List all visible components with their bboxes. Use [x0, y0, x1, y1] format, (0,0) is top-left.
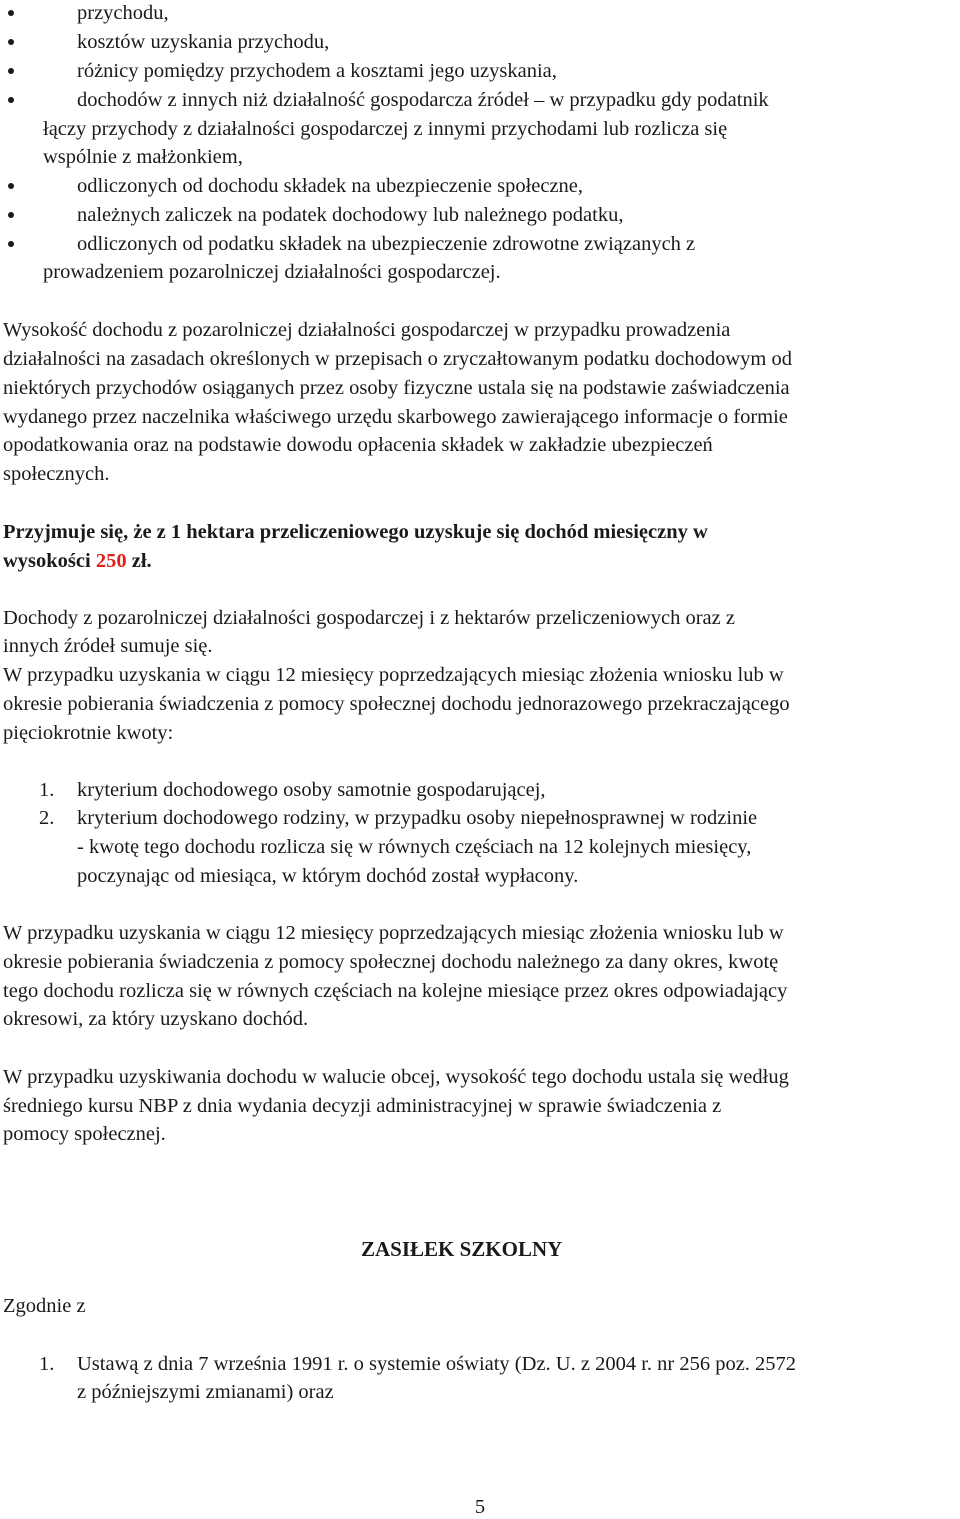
paragraph-line: pięciokrotnie kwoty: [3, 722, 174, 744]
bullet-item-continuation: prowadzeniem pozarolniczej działalności gospodarczej. [43, 261, 501, 283]
bullet-item: dochodów z innych niż działalność gospodarcza źródeł – w przypadku gdy podatnik [77, 89, 769, 111]
paragraph-line: W przypadku uzyskania w ciągu 12 miesięcy poprzedzających miesiąc złożenia wniosku lub w [3, 922, 784, 944]
paragraph-line: okresowi, za który uzyskano dochód. [3, 1008, 309, 1030]
paragraph-line: opodatkowania oraz na podstawie dowodu opłacenia składek w zakładzie ubezpieczeń [3, 434, 713, 456]
bold-prefix: wysokości [3, 550, 96, 572]
section-heading: ZASIŁEK SZKOLNY [361, 1237, 563, 1261]
bold-statement-line2 [3, 549, 152, 573]
bullet-item: odliczonych od dochodu składek na ubezpieczenie społeczne, [77, 175, 584, 197]
bullet-dot [8, 241, 14, 247]
list-continuation: - kwotę tego dochodu rozlicza się w równych częściach na 12 kolejnych miesięcy, [77, 836, 752, 858]
paragraph-line: średniego kursu NBP z dnia wydania decyzji administracyjnej w sprawie świadczenia z [3, 1095, 722, 1117]
paragraph-line: społecznych. [3, 463, 110, 485]
paragraph-line: Wysokość dochodu z pozarolniczej działalności gospodarczej w przypadku prowadzenia [3, 319, 731, 341]
paragraph-line: W przypadku uzyskiwania dochodu w walucie obcej, wysokość tego dochodu ustala się według [3, 1066, 789, 1088]
bullet-item: należnych zaliczek na podatek dochodowy lub należnego podatku, [77, 204, 624, 226]
bullet-dot [8, 97, 14, 103]
list-number: 2. [39, 807, 55, 829]
bullet-item: kosztów uzyskania przychodu, [77, 31, 330, 53]
list-continuation: poczynając od miesiąca, w którym dochód został wypłacony. [77, 865, 579, 887]
paragraph-line: tego dochodu rozlicza się w równych częściach na kolejne miesiące przez okres odpowiadający [3, 980, 788, 1002]
bullet-item: różnicy pomiędzy przychodem a kosztami jego uzyskania, [77, 60, 557, 82]
paragraph-line: pomocy społecznej. [3, 1123, 166, 1145]
paragraph-line: W przypadku uzyskania w ciągu 12 miesięcy poprzedzających miesiąc złożenia wniosku lub w [3, 664, 784, 686]
paragraph-line: innych źródeł sumuje się. [3, 635, 213, 657]
bullet-dot [8, 68, 14, 74]
bullet-dot [8, 212, 14, 218]
bullet-dot [8, 183, 14, 189]
amount-value: 250 [95, 550, 127, 572]
bold-suffix: zł. [126, 550, 152, 572]
page-number: 5 [474, 1496, 486, 1518]
zgodnie-label: Zgodnie z [3, 1295, 86, 1317]
bullet-dot [8, 39, 14, 45]
bold-statement: Przyjmuje się, że z 1 hektara przeliczeniowego uzyskuje się dochód miesięczny w [3, 521, 708, 543]
law-list-item-continuation: z późniejszymi zmianami) oraz [77, 1381, 334, 1403]
paragraph-line: działalności na zasadach określonych w przepisach o zryczałtowanym podatku dochodowym od [3, 348, 792, 370]
list-number: 1. [39, 1353, 55, 1375]
law-list-item: Ustawą z dnia 7 września 1991 r. o systemie oświaty (Dz. U. z 2004 r. nr 256 poz. 2572 [77, 1353, 797, 1375]
paragraph-line: okresie pobierania świadczenia z pomocy społecznej dochodu należnego za dany okres, kwotę [3, 951, 779, 973]
paragraph-line: Dochody z pozarolniczej działalności gospodarczej i z hektarów przeliczeniowych oraz z [3, 607, 735, 629]
paragraph-line: niektórych przychodów osiąganych przez osoby fizyczne ustala się na podstawie zaświadczenia [3, 377, 790, 399]
list-item: kryterium dochodowego osoby samotnie gospodarującej, [77, 779, 546, 801]
list-number: 1. [39, 779, 55, 801]
bullet-item-continuation: łączy przychody z działalności gospodarczej z innymi przychodami lub rozlicza się [43, 118, 728, 140]
list-item: kryterium dochodowego rodziny, w przypadku osoby niepełnosprawnej w rodzinie [77, 807, 758, 829]
bullet-dot [8, 10, 14, 16]
bullet-item: odliczonych od podatku składek na ubezpieczenie zdrowotne związanych z [77, 233, 696, 255]
paragraph-line: okresie pobierania świadczenia z pomocy społecznej dochodu jednorazowego przekraczającego [3, 693, 790, 715]
bullet-item-continuation: wspólnie z małżonkiem, [43, 146, 243, 168]
bullet-item: przychodu, [77, 2, 169, 24]
paragraph-line: wydanego przez naczelnika właściwego urzędu skarbowego zawierającego informacje o formie [3, 406, 788, 428]
